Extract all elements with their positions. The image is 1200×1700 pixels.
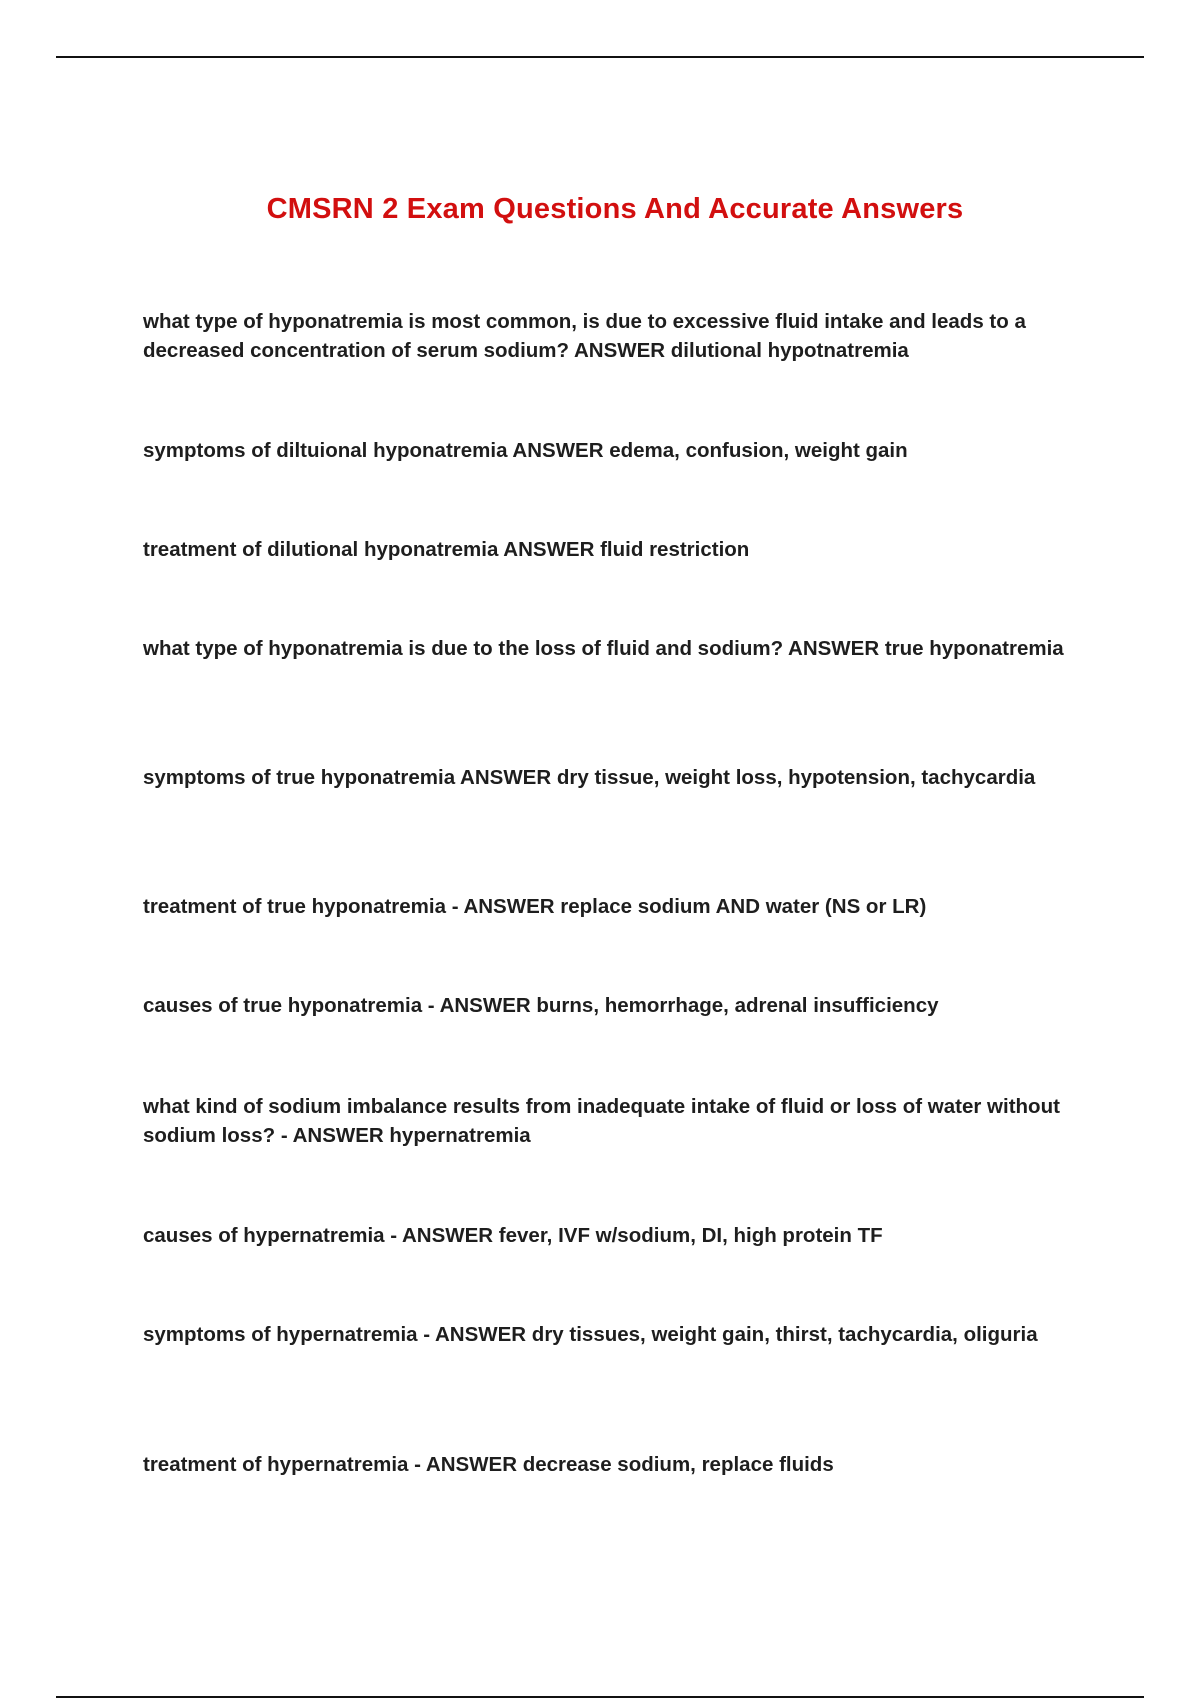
qa-item-5: symptoms of true hyponatremia ANSWER dry tissue, weight loss, hypotension, tachycardia — [143, 766, 1036, 789]
footer-rule — [56, 1696, 1144, 1698]
qa-item-2: symptoms of diltuional hyponatremia ANSWER edema, confusion, weight gain — [143, 439, 908, 462]
header-rule — [56, 56, 1144, 58]
qa-item-7: causes of true hyponatremia - ANSWER burns, hemorrhage, adrenal insufficiency — [143, 994, 939, 1017]
qa-item-9: causes of hypernatremia - ANSWER fever, IVF w/sodium, DI, high protein TF — [143, 1224, 883, 1247]
qa-item-11: treatment of hypernatremia - ANSWER decrease sodium, replace fluids — [143, 1453, 834, 1476]
qa-item-8: what kind of sodium imbalance results from inadequate intake of fluid or loss of water without sodium loss? - ANSWER hypernatremia — [143, 1095, 1060, 1147]
qa-item-4: what type of hyponatremia is due to the loss of fluid and sodium? ANSWER true hyponatremia — [143, 637, 1064, 660]
qa-item-1: what type of hyponatremia is most common, is due to excessive fluid intake and leads to a decreased concentration of serum sodium? ANSWER dilutional hypotnatremia — [143, 310, 1026, 362]
qa-item-10: symptoms of hypernatremia - ANSWER dry tissues, weight gain, thirst, tachycardia, oliguria — [143, 1323, 1038, 1346]
document-title: CMSRN 2 Exam Questions And Accurate Answers — [266, 193, 964, 225]
qa-item-3: treatment of dilutional hyponatremia ANSWER fluid restriction — [143, 538, 750, 561]
qa-item-6: treatment of true hyponatremia - ANSWER replace sodium AND water (NS or LR) — [143, 895, 927, 918]
